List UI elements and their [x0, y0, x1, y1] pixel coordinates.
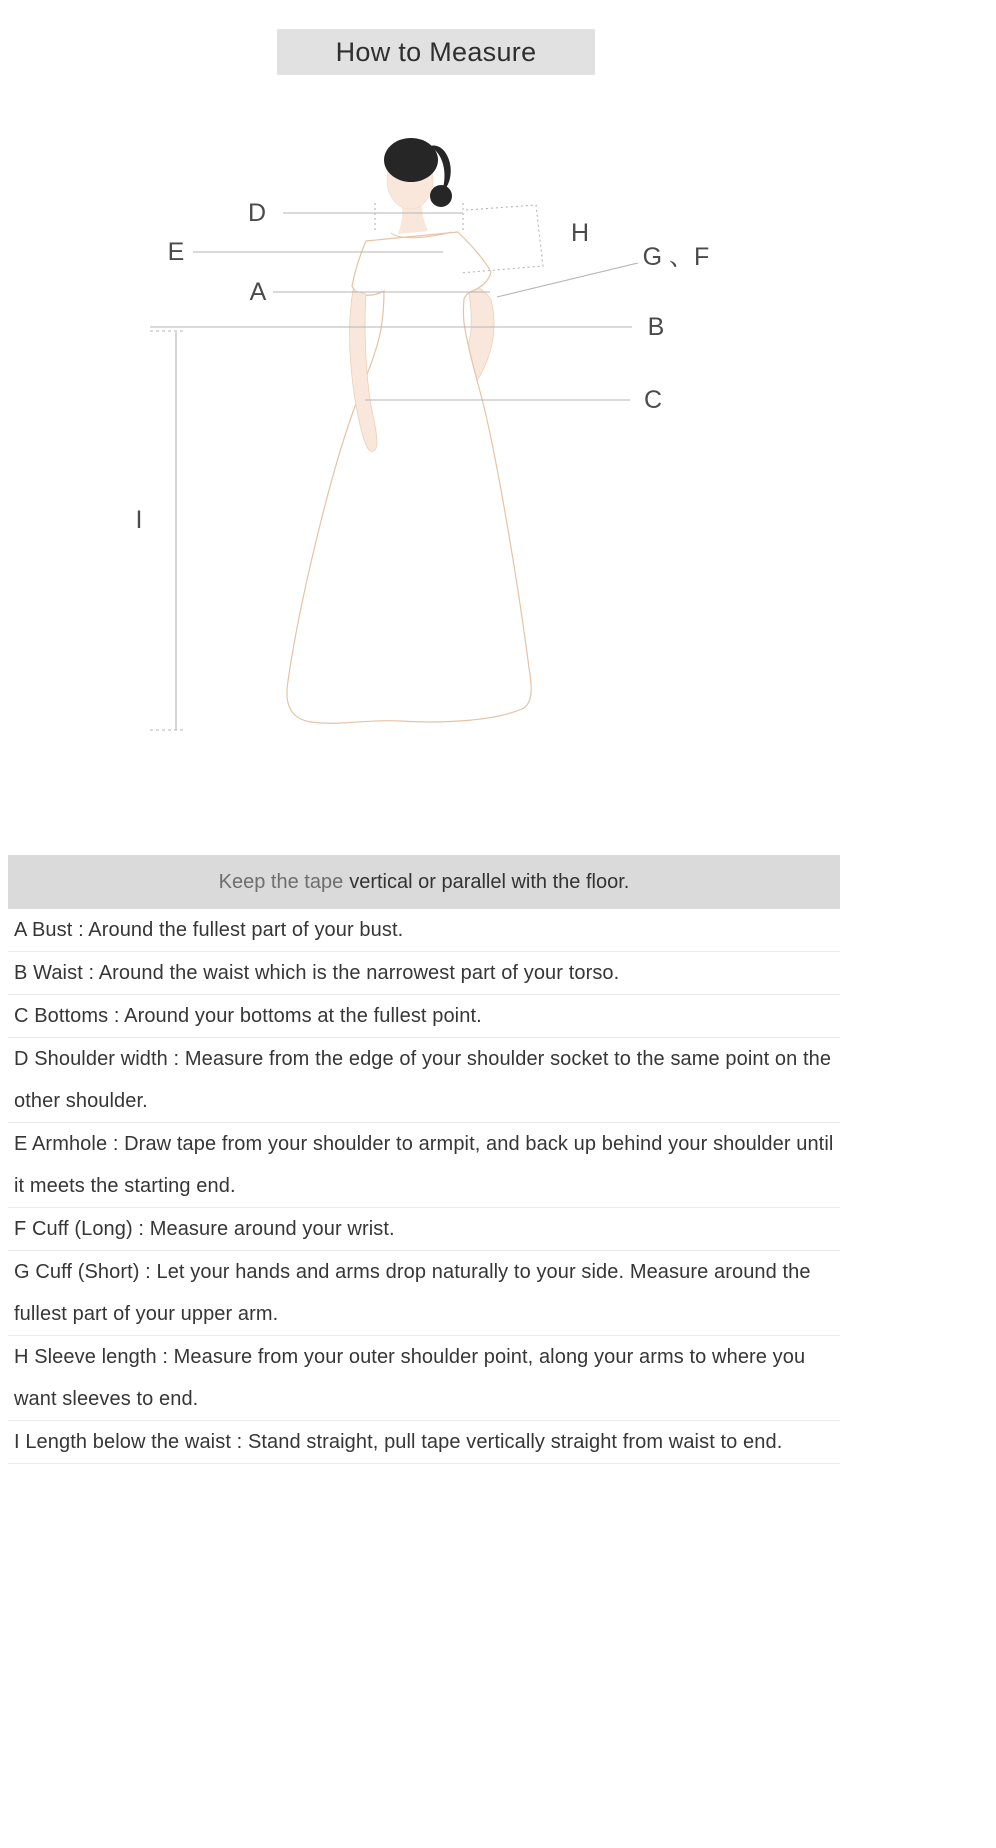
table-header-prefix: Keep the tape [218, 870, 344, 893]
hair [384, 138, 438, 182]
measurement-table [8, 855, 840, 1464]
label-g-f: G 、F [642, 243, 710, 271]
table-row-cuff-short: G Cuff (Short) : Let your hands and arms drop naturally to your side. Measure around the fullest part of your upper arm. [8, 1251, 840, 1336]
label-a: A [249, 278, 267, 306]
table-header-rest: vertical or parallel with the floor. [349, 870, 630, 893]
measurement-diagram [0, 120, 850, 780]
label-d: D [247, 199, 267, 227]
table-row-waist: B Waist : Around the waist which is the narrowest part of your torso. [8, 952, 840, 995]
page-title-text: How to Measure [335, 36, 537, 67]
table-row-length-below-waist: I Length below the waist : Stand straight, pull tape vertically straight from waist to end. [8, 1421, 840, 1464]
label-i: I [135, 506, 143, 534]
table-row-shoulder-width: D Shoulder width : Measure from the edge of your shoulder socket to the same point on the other shoulder. [8, 1038, 840, 1123]
table-row-bust: A Bust : Around the fullest part of your bust. [8, 909, 840, 952]
table-row-sleeve-length: H Sleeve length : Measure from your outer shoulder point, along your arms to where you want sleeves to end. [8, 1336, 840, 1421]
label-c: C [643, 386, 663, 414]
table-row-armhole: E Armhole : Draw tape from your shoulder to armpit, and back up behind your shoulder until it meets the starting end. [8, 1123, 840, 1208]
label-h: H [570, 219, 590, 247]
table-row-cuff-long: F Cuff (Long) : Measure around your wrist. [8, 1208, 840, 1251]
table-row-bottoms: C Bottoms : Around your bottoms at the fullest point. [8, 995, 840, 1038]
label-b: B [647, 313, 665, 341]
page-title [277, 29, 595, 75]
dress [287, 232, 531, 723]
figure-illustration [287, 138, 531, 723]
label-e: E [167, 238, 185, 266]
hair-bun [430, 185, 452, 207]
table-header [8, 855, 840, 909]
